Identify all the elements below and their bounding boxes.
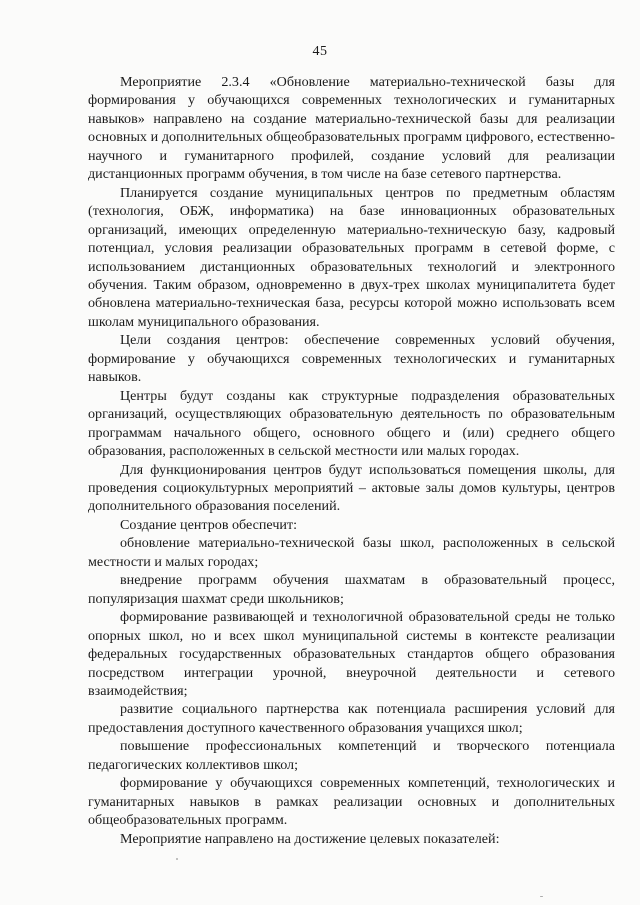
paragraph-activity-2-3-4: Мероприятие 2.3.4 «Обновление материально-технической базы для формирования у обучающихся современных технологических и гуманитарных навыков» направлено на создание материально-технической базы для реализации основных и дополнительных общеобразовательных программ цифрового, естественно-научного и гуманитарного профилей, создание условий для реализации дистанционных программ обучения, в том числе на базе сетевого партнерства.: [88, 74, 615, 183]
list-item-educational-environment: формирование развивающей и технологичной образовательной среды не только опорных школ, но и всех школ муниципальной системы в контексте реализации федеральных государственных образовательных стандартов общего образования посредством интеграции урочной, внеурочной деятельности и сетевого взаимодействия;: [88, 609, 615, 699]
paragraph-structural-divisions: Центры будут созданы как структурные подразделения образовательных организаций, осуществляющих образовательную деятельность по образовательным программам начального общего, основного общего и (или) среднего общего образования, расположенных в сельской местности или малых городах.: [88, 387, 615, 460]
scan-speck: [176, 858, 178, 860]
scan-speck: [540, 896, 543, 897]
paragraph-premises: Для функционирования центров будут использоваться помещения школы, для проведения социокультурных мероприятий – актовые залы домов культуры, центров дополнительного образования поселений.: [88, 461, 615, 515]
list-item-student-competencies: формирование у обучающихся современных компетенций, технологических и гуманитарных навыков в рамках реализации основных и дополнительных общеобразовательных программ.: [88, 775, 615, 829]
paragraph-centers-goals: Цели создания центров: обеспечение современных условий обучения, формирование у обучающихся современных технологических и гуманитарных навыков.: [88, 332, 615, 386]
document-body: [88, 73, 615, 848]
list-item-material-base: обновление материально-технической базы школ, расположенных в сельской местности и малых городах;: [88, 535, 615, 570]
page-number: 45: [312, 44, 328, 59]
paragraph-municipal-centers: Планируется создание муниципальных центров по предметным областям (технология, ОБЖ, информатика) на базе инновационных образовательных организаций, имеющих определенную материально-техническую базу, кадровый потенциал, условия реализации образовательных программ в сетевой форме, с использованием дистанционных образовательных технологий и электронного обучения. Таким образом, одновременно в двух-трех школах муниципалитета будет обновлена материально-техническая база, ресурсы которой можно использовать всем школам муниципального образования.: [88, 184, 615, 330]
paragraph-target-indicators: Мероприятие направлено на достижение целевых показателей:: [120, 830, 500, 847]
list-item-professional-competencies: повышение профессиональных компетенций и творческого потенциала педагогических коллективов школ;: [88, 738, 615, 773]
list-item-social-partnership: развитие социального партнерства как потенциала расширения условий для предоставления доступного качественного образования учащихся школ;: [88, 701, 615, 736]
paragraph-centers-provide: Создание центров обеспечит:: [120, 516, 298, 533]
list-item-chess-programs: внедрение программ обучения шахматам в образовательный процесс, популяризация шахмат среди школьников;: [88, 572, 615, 607]
